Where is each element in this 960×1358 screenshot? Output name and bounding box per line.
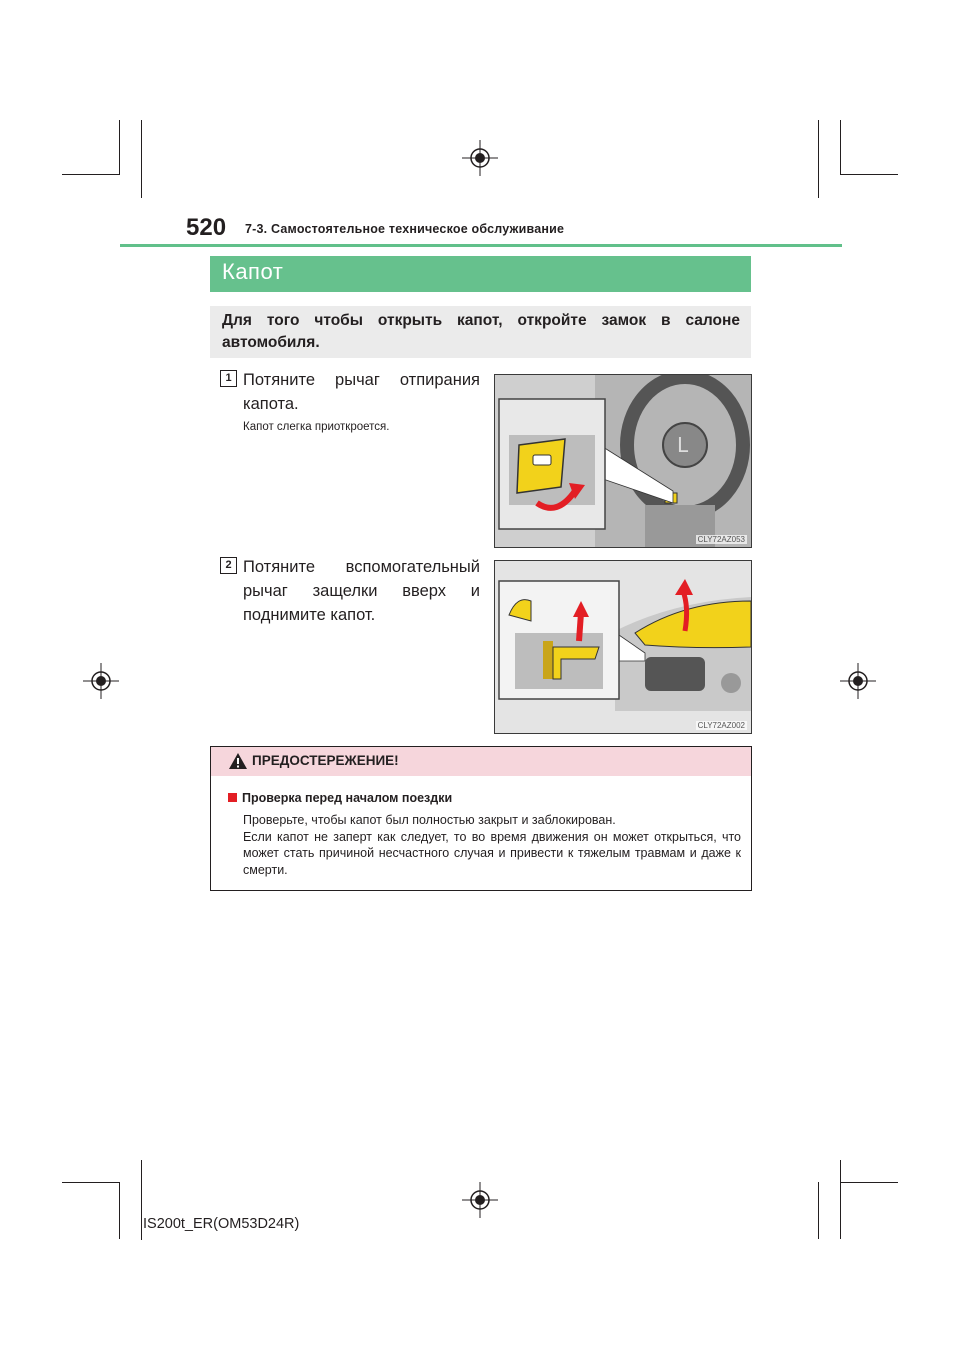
title-bar	[210, 256, 751, 292]
svg-text:L: L	[677, 433, 689, 457]
caution-body	[243, 812, 741, 878]
header-divider	[120, 244, 842, 247]
caution-subtitle-text: Проверка перед началом поездки	[242, 791, 453, 805]
step-text: Потяните рычаг отпирания капота.	[243, 371, 480, 413]
registration-mark-icon	[462, 1182, 498, 1218]
hood-latch-illustration	[495, 561, 751, 733]
intro-text: Для того чтобы открыть капот, откройте замок в салоне автомобиля.	[222, 312, 740, 351]
registration-mark-icon	[462, 140, 498, 176]
bullet-square-icon	[228, 793, 237, 802]
caution-line: Если капот не заперт как следует, то во время движения он может открыться, что может стать причиной несчастного случая и привести к тяжелым травмам и даже к смерти.	[243, 829, 741, 877]
caution-subtitle	[228, 791, 452, 805]
document-id: IS200t_ER(OM53D24R)	[143, 1216, 300, 1232]
step-text: Потяните вспомогательный рычаг защелки вверх и поднимите капот.	[243, 558, 480, 624]
step-note: Капот слегка приоткроется.	[243, 421, 390, 433]
page-title: Капот	[222, 259, 284, 284]
caution-line: Проверьте, чтобы капот был полностью закрыт и заблокирован.	[243, 813, 616, 827]
step-number: 1	[220, 370, 237, 387]
caution-title: ПРЕДОСТЕРЕЖЕНИЕ!	[252, 753, 399, 768]
section-title: 7-3. Самостоятельное техническое обслуживание	[245, 222, 565, 236]
page-number: 520	[186, 214, 227, 241]
registration-mark-icon	[83, 663, 119, 699]
registration-mark-icon	[840, 663, 876, 699]
warning-triangle-icon	[228, 752, 248, 770]
step-number: 2	[220, 557, 237, 574]
figure-latch-lever	[494, 560, 752, 734]
dashboard-illustration	[495, 375, 751, 547]
figure-code: CLY72AZ053	[697, 535, 745, 544]
figure-hood-release-lever	[494, 374, 752, 548]
figure-code: CLY72AZ002	[697, 721, 745, 730]
